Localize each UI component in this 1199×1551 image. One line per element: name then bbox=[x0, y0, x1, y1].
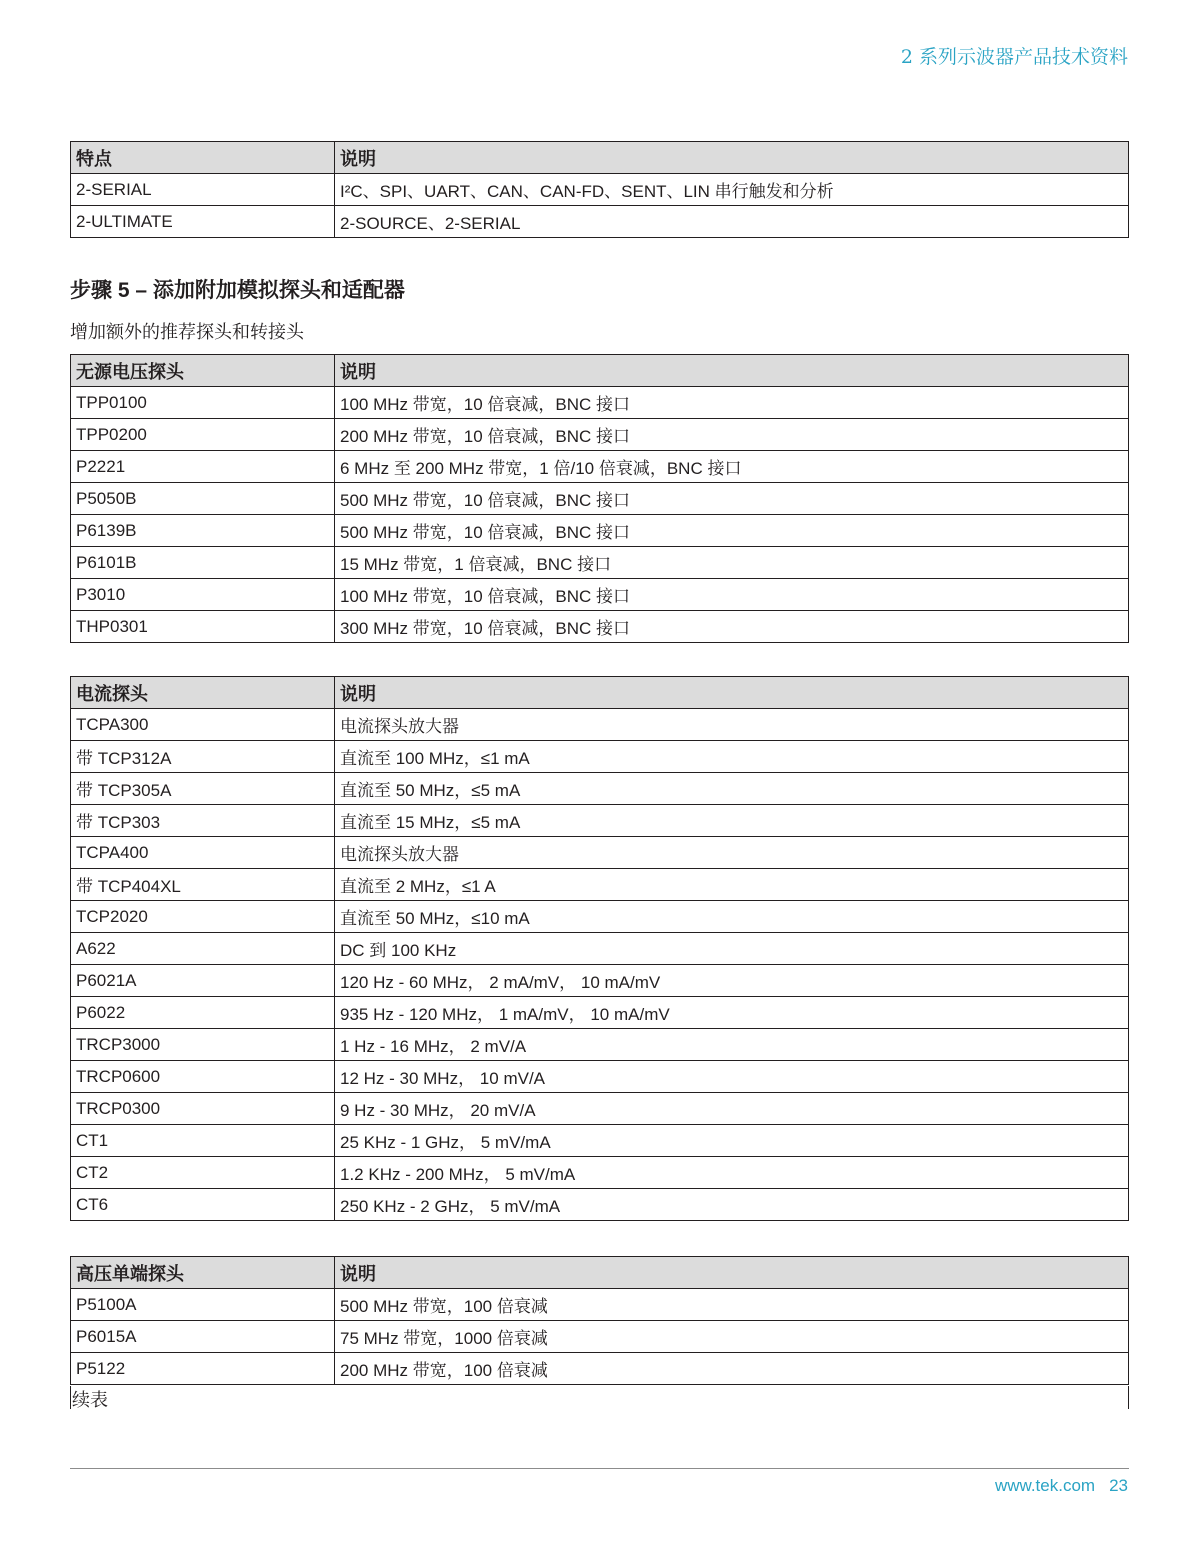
cell-item: 2-ULTIMATE bbox=[71, 206, 335, 238]
table-row bbox=[71, 1029, 1129, 1061]
table-row bbox=[71, 1125, 1129, 1157]
table-row bbox=[71, 483, 1129, 515]
table-row bbox=[71, 174, 1129, 206]
cell-description: 1 Hz - 16 MHz， 2 mV/A bbox=[335, 1029, 1129, 1061]
cell-item: P6021A bbox=[71, 965, 335, 997]
high-voltage-probe-table bbox=[70, 1256, 1129, 1385]
cell-item: 带 TCP303 bbox=[71, 805, 335, 837]
cell-description: 6 MHz 至 200 MHz 带宽，1 倍/10 倍衰减，BNC 接口 bbox=[335, 451, 1129, 483]
cell-item: P5050B bbox=[71, 483, 335, 515]
table-row bbox=[71, 997, 1129, 1029]
cell-description: 120 Hz - 60 MHz， 2 mA/mV， 10 mA/mV bbox=[335, 965, 1129, 997]
table-row bbox=[71, 741, 1129, 773]
footer-divider bbox=[70, 1468, 1129, 1469]
cell-description: 200 MHz 带宽，10 倍衰减，BNC 接口 bbox=[335, 419, 1129, 451]
cell-item: CT6 bbox=[71, 1189, 335, 1221]
cell-description: 直流至 100 MHz，≤1 mA bbox=[335, 741, 1129, 773]
cell-item: TPP0200 bbox=[71, 419, 335, 451]
header-row bbox=[71, 677, 1129, 709]
column-header-item: 无源电压探头 bbox=[71, 355, 335, 387]
cell-description: 935 Hz - 120 MHz， 1 mA/mV， 10 mA/mV bbox=[335, 997, 1129, 1029]
table-row bbox=[71, 1093, 1129, 1125]
table-row bbox=[71, 1061, 1129, 1093]
cell-item: 带 TCP305A bbox=[71, 773, 335, 805]
table-row bbox=[71, 547, 1129, 579]
cell-description: 9 Hz - 30 MHz， 20 mV/A bbox=[335, 1093, 1129, 1125]
column-header-item: 特点 bbox=[71, 142, 335, 174]
header-row bbox=[71, 355, 1129, 387]
table-row bbox=[71, 1353, 1129, 1385]
cell-description: 直流至 50 MHz，≤10 mA bbox=[335, 901, 1129, 933]
cell-description: 75 MHz 带宽，1000 倍衰减 bbox=[335, 1321, 1129, 1353]
cell-description: I²C、SPI、UART、CAN、CAN-FD、SENT、LIN 串行触发和分析 bbox=[335, 174, 1129, 206]
column-header-item: 电流探头 bbox=[71, 677, 335, 709]
column-header-description: 说明 bbox=[335, 142, 1129, 174]
table-row bbox=[71, 901, 1129, 933]
cell-description: 直流至 15 MHz，≤5 mA bbox=[335, 805, 1129, 837]
column-header-item: 高压单端探头 bbox=[71, 1257, 335, 1289]
cell-item: P2221 bbox=[71, 451, 335, 483]
cell-item: TCPA300 bbox=[71, 709, 335, 741]
document-title: 2 系列示波器产品技术资料 bbox=[900, 46, 1128, 68]
cell-description: 100 MHz 带宽，10 倍衰减，BNC 接口 bbox=[335, 387, 1129, 419]
cell-item: CT2 bbox=[71, 1157, 335, 1189]
cell-description: 500 MHz 带宽，10 倍衰减，BNC 接口 bbox=[335, 483, 1129, 515]
cell-item: TCP2020 bbox=[71, 901, 335, 933]
table-row bbox=[71, 1189, 1129, 1221]
cell-item: TCPA400 bbox=[71, 837, 335, 869]
cell-description: 直流至 2 MHz，≤1 A bbox=[335, 869, 1129, 901]
cell-item: CT1 bbox=[71, 1125, 335, 1157]
cell-description: 12 Hz - 30 MHz， 10 mV/A bbox=[335, 1061, 1129, 1093]
table-row bbox=[71, 933, 1129, 965]
cell-item: TRCP0600 bbox=[71, 1061, 335, 1093]
cell-item: THP0301 bbox=[71, 611, 335, 643]
table-row bbox=[71, 451, 1129, 483]
column-header-description: 说明 bbox=[335, 355, 1129, 387]
section-heading: 步骤 5 – 添加附加模拟探头和适配器 bbox=[70, 279, 405, 302]
table-continued-note bbox=[70, 1386, 1129, 1409]
cell-item: P5100A bbox=[71, 1289, 335, 1321]
cell-description: 500 MHz 带宽，100 倍衰减 bbox=[335, 1289, 1129, 1321]
cell-description: 2-SOURCE、2-SERIAL bbox=[335, 206, 1129, 238]
cell-item: P3010 bbox=[71, 579, 335, 611]
cell-item: P6022 bbox=[71, 997, 335, 1029]
cell-item: 带 TCP312A bbox=[71, 741, 335, 773]
cell-description: 电流探头放大器 bbox=[335, 837, 1129, 869]
cell-description: 250 KHz - 2 GHz， 5 mV/mA bbox=[335, 1189, 1129, 1221]
table-row bbox=[71, 579, 1129, 611]
cell-item: P6139B bbox=[71, 515, 335, 547]
cell-description: 电流探头放大器 bbox=[335, 709, 1129, 741]
table-row bbox=[71, 709, 1129, 741]
section-subheading: 增加额外的推荐探头和转接头 bbox=[70, 322, 304, 343]
cell-item: TRCP3000 bbox=[71, 1029, 335, 1061]
header-row bbox=[71, 142, 1129, 174]
footer-url: www.tek.com bbox=[994, 1476, 1096, 1495]
cell-description: 300 MHz 带宽，10 倍衰减，BNC 接口 bbox=[335, 611, 1129, 643]
column-header-description: 说明 bbox=[335, 1257, 1129, 1289]
cell-description: 25 KHz - 1 GHz， 5 mV/mA bbox=[335, 1125, 1129, 1157]
cell-description: 200 MHz 带宽，100 倍衰减 bbox=[335, 1353, 1129, 1385]
cell-description: DC 到 100 KHz bbox=[335, 933, 1129, 965]
cell-description: 直流至 50 MHz，≤5 mA bbox=[335, 773, 1129, 805]
cell-item: 带 TCP404XL bbox=[71, 869, 335, 901]
column-header-description: 说明 bbox=[335, 677, 1129, 709]
page-number: 23 bbox=[1109, 1476, 1128, 1495]
table-row bbox=[71, 837, 1129, 869]
table-row bbox=[71, 419, 1129, 451]
cell-item: TRCP0300 bbox=[71, 1093, 335, 1125]
table-row bbox=[71, 206, 1129, 238]
cell-description: 500 MHz 带宽，10 倍衰减，BNC 接口 bbox=[335, 515, 1129, 547]
table-row bbox=[71, 805, 1129, 837]
table-row bbox=[71, 387, 1129, 419]
cell-item: A622 bbox=[71, 933, 335, 965]
cell-item: 2-SERIAL bbox=[71, 174, 335, 206]
cell-description: 100 MHz 带宽，10 倍衰减，BNC 接口 bbox=[335, 579, 1129, 611]
header-row bbox=[71, 1257, 1129, 1289]
options-table bbox=[70, 141, 1129, 238]
continued-label: 续表 bbox=[72, 1390, 108, 1411]
table-row bbox=[71, 611, 1129, 643]
cell-description: 1.2 KHz - 200 MHz， 5 mV/mA bbox=[335, 1157, 1129, 1189]
passive-voltage-probe-table bbox=[70, 354, 1129, 643]
table-row bbox=[71, 1321, 1129, 1353]
page-footer bbox=[995, 1476, 1128, 1496]
table-row bbox=[71, 515, 1129, 547]
cell-item: P5122 bbox=[71, 1353, 335, 1385]
table-row bbox=[71, 1157, 1129, 1189]
table-row bbox=[71, 1289, 1129, 1321]
table-row bbox=[71, 965, 1129, 997]
cell-item: P6015A bbox=[71, 1321, 335, 1353]
current-probe-table bbox=[70, 676, 1129, 1221]
cell-item: TPP0100 bbox=[71, 387, 335, 419]
cell-item: P6101B bbox=[71, 547, 335, 579]
cell-description: 15 MHz 带宽，1 倍衰减，BNC 接口 bbox=[335, 547, 1129, 579]
table-row bbox=[71, 773, 1129, 805]
table-row bbox=[71, 869, 1129, 901]
